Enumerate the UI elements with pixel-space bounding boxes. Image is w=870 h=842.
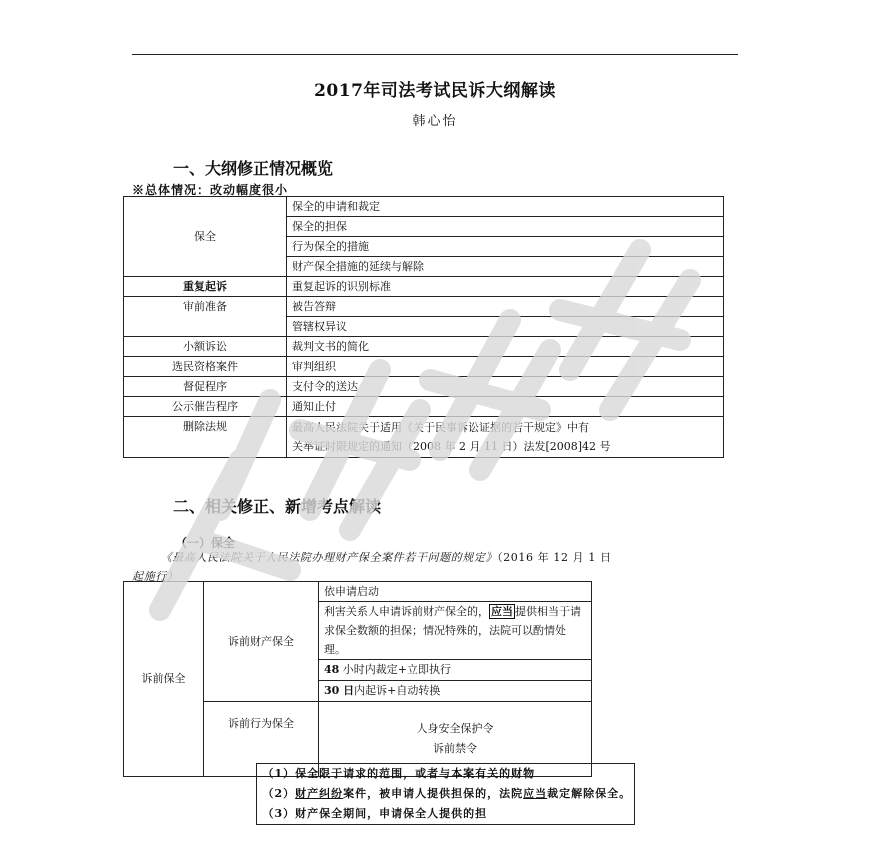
category-cell: 公示催告程序 <box>124 397 287 417</box>
category-cell: 重复起诉 <box>124 277 287 297</box>
item-cell: 被告答辩 <box>287 297 724 317</box>
note-2-prefix: （2） <box>262 786 296 800</box>
rule-cell <box>319 681 592 702</box>
note-2-mid: 案件，被申请人提供担保的，法院 <box>343 786 524 800</box>
category-cell: 保全 <box>124 197 287 277</box>
rule-cell <box>319 660 592 681</box>
subsection-heading: （一）保全 <box>175 536 236 550</box>
header-rule <box>132 54 738 55</box>
item-cell: 支付令的送达 <box>287 377 724 397</box>
note-2-dispute: 财产纠纷 <box>295 786 344 800</box>
document-title: 2017年司法考试民诉大纲解读 <box>314 81 556 101</box>
table-row <box>124 397 724 417</box>
guarantee-must: 应当 <box>491 605 513 618</box>
rule-48h-number: 48 <box>324 663 340 676</box>
guarantee-text-2: 提供相当于请求保全数额的担保；情况特殊的，法院可以酌情处理。 <box>324 605 581 656</box>
behavior-preservation-cell: 诉前行为保全 <box>204 702 319 777</box>
rule-cell <box>319 602 592 660</box>
notes-cell <box>256 763 636 825</box>
deleted-law-line2: 关举证时限规定的通知（2008 年 2 月 11 日）法发[2008]42 号 <box>292 440 611 453</box>
deleted-law-line1: 最高人民法院关于适用《关于民事诉讼证据的若干规定》中有 <box>292 421 589 434</box>
author-name: 韩心怡 <box>412 114 458 129</box>
note-2-suffix: 裁定解除保全。 <box>547 786 632 800</box>
category-cell: 小额诉讼 <box>124 337 287 357</box>
item-cell: 通知止付 <box>287 397 724 417</box>
note-3: （3）财产保全期间，申请保全人提供的担 <box>262 806 488 820</box>
behavior-item: 诉前禁令 <box>433 742 477 755</box>
regulation-title: 《最高人民法院关于人民法院办理财产保全案件若干问题的规定》 <box>160 551 498 564</box>
outer-label-cell: 诉前保全 <box>124 582 204 777</box>
item-cell: 保全的担保 <box>287 217 724 237</box>
behavior-item: 人身安全保护令 <box>416 722 494 735</box>
item-cell: 财产保全措施的延续与解除 <box>287 257 724 277</box>
table-row <box>124 277 724 297</box>
section1-heading: 一、大纲修正情况概览 <box>173 159 334 178</box>
item-cell: 保全的申请和裁定 <box>287 197 724 217</box>
item-cell: 重复起诉的识别标准 <box>287 277 724 297</box>
table-row <box>124 417 724 458</box>
note-2 <box>263 784 632 804</box>
rule-cell: 依申请启动 <box>319 582 592 602</box>
regulation-date: （2016 年 12 月 1 日 <box>497 551 612 564</box>
table-row <box>124 197 724 217</box>
rule-48h-text: 小时内裁定+立即执行 <box>339 663 452 676</box>
table-row <box>124 297 724 317</box>
rule-30d-number: 30 日 <box>324 684 355 697</box>
table-row <box>124 377 724 397</box>
category-cell: 督促程序 <box>124 377 287 397</box>
note-2-must: 应当 <box>523 786 548 800</box>
regulation-effective: 起施行） <box>132 570 179 583</box>
item-cell <box>287 417 724 458</box>
item-cell: 裁判文书的简化 <box>287 337 724 357</box>
item-cell: 行为保全的措施 <box>287 237 724 257</box>
rule-30d-text: 内起诉+自动转换 <box>354 684 441 697</box>
outline-changes-table <box>123 196 724 458</box>
table-row <box>124 582 748 602</box>
guarantee-text-1: 利害关系人申请诉前财产保全的， <box>324 605 489 618</box>
section2-heading: 二、相关修正、新增考点解读 <box>173 497 382 516</box>
note-1: （1）保全限于请求的范围，或者与本案有关的财物 <box>262 766 536 780</box>
property-preservation-cell: 诉前财产保全 <box>204 582 319 702</box>
item-cell: 管辖权异议 <box>287 317 724 337</box>
item-cell: 审判组织 <box>287 357 724 377</box>
category-cell: 选民资格案件 <box>124 357 287 377</box>
overall-note: ※总体情况：改动幅度很小 <box>132 183 289 197</box>
category-cell: 删除法规 <box>124 417 287 458</box>
category-cell: 审前准备 <box>124 297 287 337</box>
table-row <box>124 337 724 357</box>
table-row <box>124 357 724 377</box>
pre-litigation-preservation-table <box>123 581 748 820</box>
